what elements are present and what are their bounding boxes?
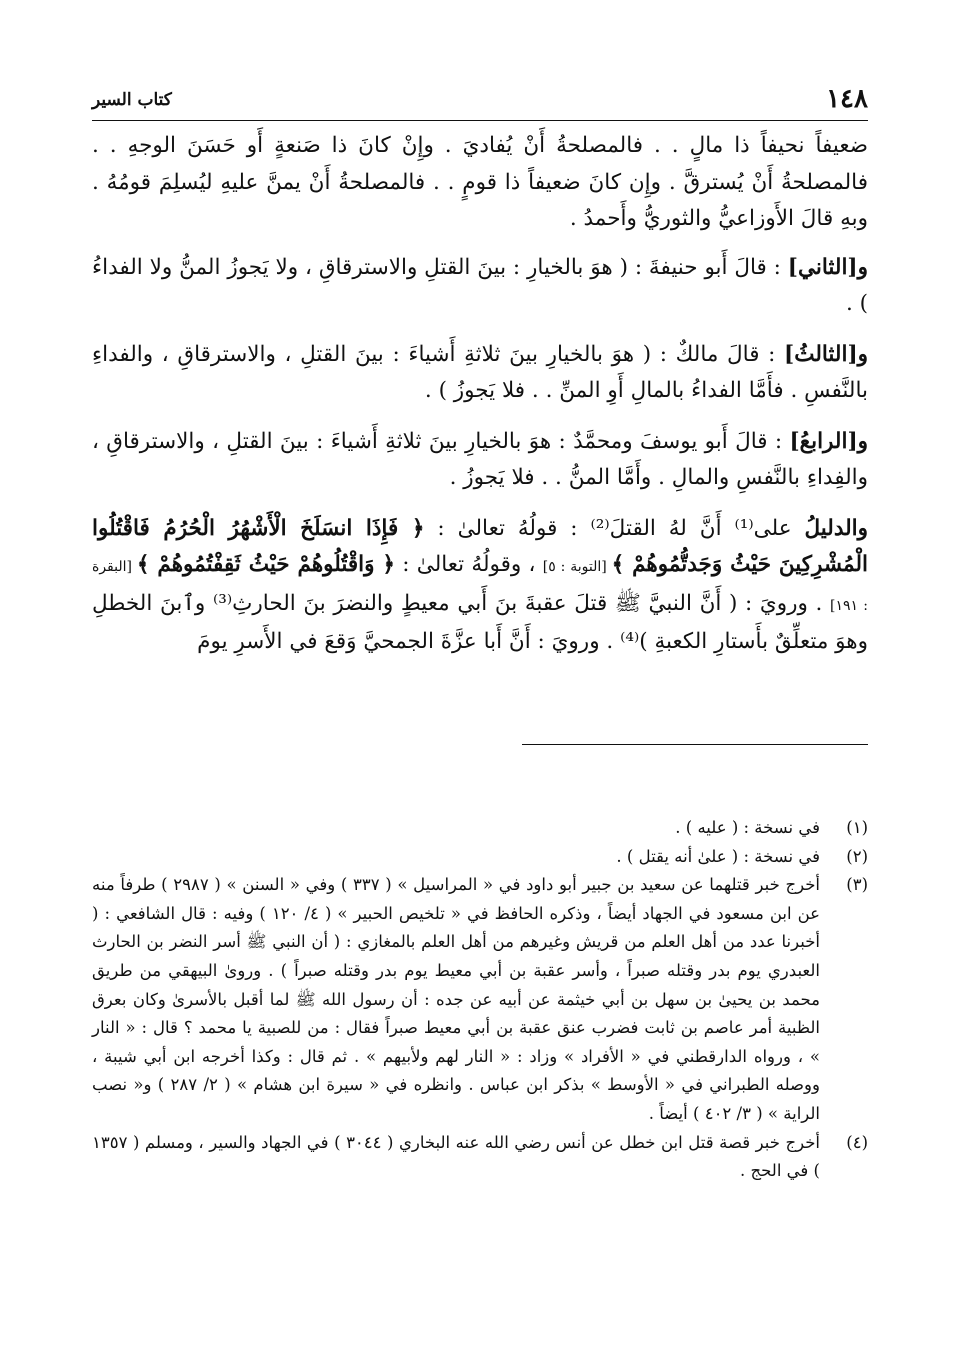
verse-reference-2: [البقرة : ١٩١] — [92, 559, 869, 614]
footnote-text: في نسخة : ( علىٰ أنه يقتل ) . — [616, 846, 820, 866]
evidence-text-a: على⁽¹⁾ أَنَّ لهُ القتلَ⁽²⁾ : قولُهُ تعالىٰ : — [424, 515, 805, 541]
paragraph-5 — [92, 511, 868, 661]
page-header — [92, 80, 868, 121]
footnote-separator — [522, 744, 868, 745]
opinion-three-heading: و[الثالثُ] — [784, 341, 868, 367]
footnote-number: (١) — [846, 818, 868, 837]
footnote-text: في نسخة : ( عليه ) . — [675, 818, 820, 837]
evidence-text-b: ، وقولُهُ تعالىٰ : — [395, 552, 543, 577]
evidence-heading: والدليلُ — [804, 515, 869, 541]
footnote-4 — [92, 1129, 868, 1186]
paragraph-2 — [92, 250, 868, 323]
footnote-1 — [92, 814, 868, 843]
page-number: ١٤٨ — [826, 84, 868, 114]
opinion-four-text: : قالَ أَبو يوسفَ ومحمَّدٌ : هوَ بالخيارِ بينَ ثلاثةِ أَشياءَ : بينَ القتلِ ، والاسترقاقِ ، والفِداءِ بالنَّفسِ والمالِ . وأَمَّا المنُّ . . فلا يَجوزُ . — [92, 428, 868, 490]
footnote-text: أخرج خبر قتلهما عن سعيد بن جبير أبو داود في « المراسيل » ( ٣٣٧ ) وفي « السنن » ( ٢٩٨٧ ) طرفاً منه عن ابن مسعود في الجهاد أيضاً ، وذكره الحافظ في « تلخيص الحبير » ( ٤/ ١٢٠ ) وفيه : قال الشافعي : ( أخبرنا عدد من أهل العلم من قريش وغيرهم من أهل العلم بالمغازي : ( أن النبي ﷺ أسر النضر بن الحارث العبدري يوم بدر وقتله صبراً ، وأسر عقبة بن أبي معيط يوم بدر وقتله صبراً ) . وروىٰ البيهقي من طريق محمد بن يحيىٰ بن سهل بن أبي خيثمة عن أبيه عن جده : أن رسول الله ﷺ لما أقبل بالأسرىٰ وكان بعرق الظبية أمر عاصم بن ثابت فضرب عنق عقبة بن أبي معيط صبراً فقال : من للصبية يا محمد ؟ قال : « النار » ، ورواه الدارقطني في « الأفراد » وزاد : « النار لهم ولأبيهم » . ثم قال : وكذا أخرجه ابن أبي شيبة ، ووصله الطبراني في « الأوسط » بذكر ابن عباس . وانظره في « سيرة ابن هشام » ( ٢/ ٢٨٧ ) و« نصب الراية » ( ٣/ ٤٠٢ ) أيضاً . — [92, 875, 821, 1123]
paragraph-4 — [92, 424, 868, 497]
footnote-2 — [92, 843, 868, 872]
running-head: كتاب السير — [92, 90, 172, 110]
footnote-number: (٤) — [846, 1132, 868, 1152]
paragraph-3 — [92, 337, 868, 410]
paragraph-1: ضعيفاً نحيفاً ذا مالٍ . . فالمصلحةُ أَنْ يُفاديَ . وإِنْ كانَ ذا صَنعةٍ أَو حَسَنَ الوجهِ . . فالمصلحةُ أَنْ يُسترقَّ . وإِن كانَ ضعيفاً ذا قومٍ . . فالمصلحةُ أَنْ يمنَّ عليهِ ليُسلِمَ قومُهُ . وبهِ قالَ الأَوزاعيُّ والثوريُّ وأَحمدُ . — [92, 133, 868, 231]
verse-reference-1: [التوبة : ٥] — [542, 559, 612, 575]
opinion-two-text: : قالَ أَبو حنيفةَ : ( هوَ بالخيارِ : بينَ القتلِ والاسترقاقِ ، ولا يَجوزُ المنُّ ولا الفداءُ ) . — [92, 254, 868, 316]
opinion-four-heading: و[الرابعُ] — [789, 428, 868, 454]
quran-verse-2: ﴿ وَاقْتُلُوهُمْ حَيْثُ ثَقِفْتُمُوهُمْ ﴾ — [136, 552, 396, 577]
footnotes — [92, 814, 868, 1186]
quran-verse-1: ﴿ فَإِذَا انسَلَخَ الْأَشْهُرُ الْحُرُمُ فَاقْتُلُوا الْمُشْرِكِينَ حَيْثُ وَجَدتُّمُوهُمْ ﴾ — [92, 515, 869, 577]
footnote-text: أخرج خبر قصة قتل ابن خطل عن أنس رضي الله عنه البخاري ( ٣٠٤٤ ) في الجهاد والسير ، ومسلم ( ١٣٥٧ ) في الحج . — [92, 1132, 820, 1181]
main-text — [92, 128, 868, 675]
footnote-number: (٢) — [846, 846, 868, 866]
opinion-two-heading: و[الثاني] — [787, 254, 868, 280]
evidence-text-c: . ورويَ : ( أَنَّ النبيَّ ﷺ قتلَ عقبةَ بنَ أَبي معيطٍ والنضرَ بنَ الحارثِ⁽³⁾ وٱبنَ الخطلِ وهوَ متعلِّقٌ بأَستارِ الكعبةِ )⁽⁴⁾ . ورويَ : أَنَّ أَبا عزَّةَ الجمحيَّ وَقعَ في الأَسرِ يومَ — [92, 590, 868, 654]
opinion-three-text: : قالَ مالكٌ : ( هوَ بالخيارِ بينَ ثلاثةِ أَشياءَ : بينَ القتلِ ، والاسترقاقِ ، والفداءِ بالنَّفسِ . فأَمَّا الفداءُ بالمالِ أَوِ المنِّ . . فلا يَجوزُ ) . — [92, 341, 868, 403]
footnote-number: (٣) — [846, 875, 868, 895]
footnote-3 — [92, 871, 868, 1128]
